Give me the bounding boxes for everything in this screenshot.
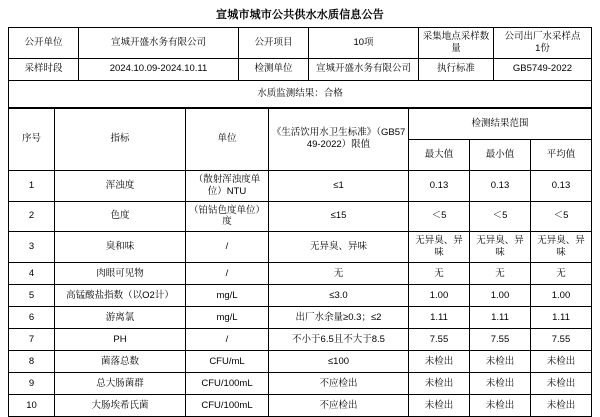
cell-indicator: 总大肠菌群 xyxy=(55,373,186,395)
cell-indicator: 浑浊度 xyxy=(55,170,186,201)
table-row xyxy=(9,285,592,307)
cell-min: 无 xyxy=(470,263,531,285)
result-banner-row xyxy=(9,80,592,107)
header-index: 序号 xyxy=(9,108,55,170)
cell-unit: （散射浑浊度单位）NTU xyxy=(186,170,269,201)
cell-limit: ≤1 xyxy=(269,170,409,201)
cell-limit: ≤100 xyxy=(269,351,409,373)
cell-limit: 出厂水余量≥0.3；≤2 xyxy=(269,307,409,329)
cell-avg: 无异臭、异味 xyxy=(531,232,592,263)
cell-min: 0.13 xyxy=(470,170,531,201)
header-min: 最小值 xyxy=(470,139,531,170)
header-result-range: 检测结果范围 xyxy=(409,108,592,139)
cell-indicator: 高锰酸盐指数（以O2计） xyxy=(55,285,186,307)
cell-min: 未检出 xyxy=(470,351,531,373)
value-sample-period: 2024.10.09-2024.10.11 xyxy=(79,58,239,80)
cell-indicator: PH xyxy=(55,329,186,351)
cell-max: 1.11 xyxy=(409,307,470,329)
info-table xyxy=(8,27,592,108)
cell-min: ＜5 xyxy=(470,201,531,232)
cell-index: 8 xyxy=(9,351,55,373)
sample-point-name: 公司出厂水采样点 xyxy=(504,31,581,42)
cell-limit: 不应检出 xyxy=(269,395,409,417)
cell-max: 7.55 xyxy=(409,329,470,351)
cell-index: 6 xyxy=(9,307,55,329)
cell-unit: mg/L xyxy=(186,307,269,329)
header-avg: 平均值 xyxy=(531,139,592,170)
cell-indicator: 色度 xyxy=(55,201,186,232)
header-indicator: 指标 xyxy=(55,108,186,170)
cell-max: 无异臭、异味 xyxy=(409,232,470,263)
value-public-project: 10项 xyxy=(309,28,419,59)
cell-min: 1.11 xyxy=(470,307,531,329)
cell-index: 9 xyxy=(9,373,55,395)
cell-limit: 无 xyxy=(269,263,409,285)
label-test-unit: 检测单位 xyxy=(239,58,309,80)
info-row-unit xyxy=(9,28,592,59)
results-table xyxy=(8,108,592,417)
cell-max: ＜5 xyxy=(409,201,470,232)
cell-limit: 不应检出 xyxy=(269,373,409,395)
cell-index: 5 xyxy=(9,285,55,307)
cell-unit: mg/L xyxy=(186,285,269,307)
cell-limit: 不小于6.5且不大于8.5 xyxy=(269,329,409,351)
cell-unit: CFU/100mL xyxy=(186,395,269,417)
cell-min: 未检出 xyxy=(470,373,531,395)
cell-max: 无 xyxy=(409,263,470,285)
table-row xyxy=(9,307,592,329)
cell-avg: 无 xyxy=(531,263,592,285)
cell-min: 1.00 xyxy=(470,285,531,307)
label-sample-period: 采样时段 xyxy=(9,58,79,80)
info-row-period xyxy=(9,58,592,80)
cell-unit: / xyxy=(186,232,269,263)
cell-index: 7 xyxy=(9,329,55,351)
cell-max: 未检出 xyxy=(409,395,470,417)
cell-min: 未检出 xyxy=(470,395,531,417)
cell-avg: 未检出 xyxy=(531,373,592,395)
cell-index: 2 xyxy=(9,201,55,232)
cell-index: 4 xyxy=(9,263,55,285)
cell-indicator: 游离氯 xyxy=(55,307,186,329)
table-row xyxy=(9,232,592,263)
results-header-row-1 xyxy=(9,108,592,139)
cell-indicator: 菌落总数 xyxy=(55,351,186,373)
table-row xyxy=(9,201,592,232)
value-public-unit: 宣城开盛水务有限公司 xyxy=(79,28,239,59)
cell-limit: ≤15 xyxy=(269,201,409,232)
header-limit: 《生活饮用水卫生标准》（GB5749-2022）限值 xyxy=(269,108,409,170)
cell-unit: CFU/100mL xyxy=(186,373,269,395)
table-row xyxy=(9,263,592,285)
table-row xyxy=(9,329,592,351)
cell-min: 7.55 xyxy=(470,329,531,351)
sample-point-count: 1份 xyxy=(535,42,550,54)
cell-max: 未检出 xyxy=(409,373,470,395)
cell-avg: 1.00 xyxy=(531,285,592,307)
cell-limit: ≤3.0 xyxy=(269,285,409,307)
cell-unit: / xyxy=(186,329,269,351)
cell-indicator: 肉眼可见物 xyxy=(55,263,186,285)
header-unit: 单位 xyxy=(186,108,269,170)
value-standard: GB5749-2022 xyxy=(494,58,592,80)
cell-unit: / xyxy=(186,263,269,285)
label-standard: 执行标准 xyxy=(419,58,494,80)
cell-indicator: 臭和味 xyxy=(55,232,186,263)
label-public-project: 公开项目 xyxy=(239,28,309,59)
cell-index: 10 xyxy=(9,395,55,417)
result-banner: 水质监测结果：合格 xyxy=(9,80,592,107)
page-title: 宣城市城市公共供水水质信息公告 xyxy=(216,9,384,21)
cell-min: 无异臭、异味 xyxy=(470,232,531,263)
table-row xyxy=(9,395,592,417)
cell-avg: 7.55 xyxy=(531,329,592,351)
cell-index: 1 xyxy=(9,170,55,201)
value-test-unit: 宣城开盛水务有限公司 xyxy=(309,58,419,80)
table-row xyxy=(9,351,592,373)
table-row xyxy=(9,373,592,395)
label-sample-point xyxy=(494,28,592,59)
cell-avg: 0.13 xyxy=(531,170,592,201)
cell-indicator: 大肠埃希氏菌 xyxy=(55,395,186,417)
cell-index: 3 xyxy=(9,232,55,263)
cell-avg: ＜5 xyxy=(531,201,592,232)
cell-unit: （铂钴色度单位）度 xyxy=(186,201,269,232)
cell-avg: 未检出 xyxy=(531,351,592,373)
label-public-unit: 公开单位 xyxy=(9,28,79,59)
cell-avg: 1.11 xyxy=(531,307,592,329)
cell-avg: 未检出 xyxy=(531,395,592,417)
cell-limit: 无异臭、异味 xyxy=(269,232,409,263)
cell-max: 0.13 xyxy=(409,170,470,201)
cell-unit: CFU/mL xyxy=(186,351,269,373)
cell-max: 未检出 xyxy=(409,351,470,373)
label-sample-site: 采集地点采样数量 xyxy=(419,28,494,59)
header-max: 最大值 xyxy=(409,139,470,170)
table-row xyxy=(9,170,592,201)
cell-max: 1.00 xyxy=(409,285,470,307)
